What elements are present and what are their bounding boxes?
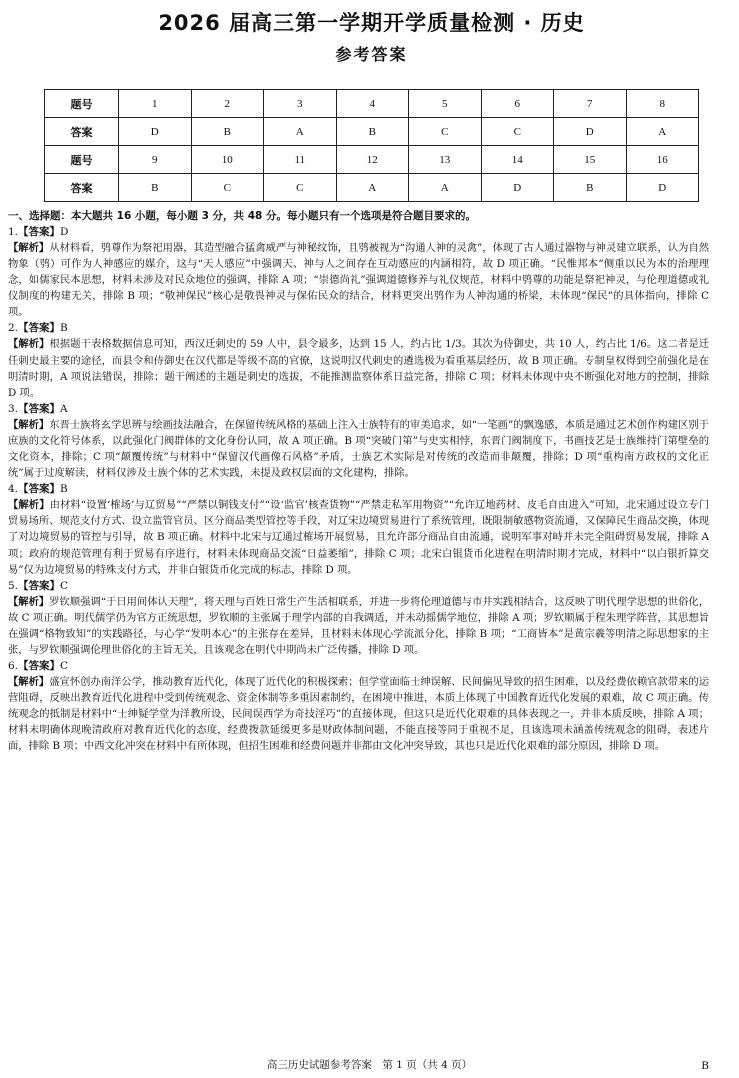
analysis-tag: 【解析】 <box>8 338 50 351</box>
question-number-cell: 3 <box>264 90 337 118</box>
question-6 <box>8 658 710 754</box>
question-number-cell: 10 <box>191 146 264 174</box>
analysis-tag: 【解析】 <box>8 595 50 608</box>
question-number-cell: 9 <box>119 146 192 174</box>
analysis-text: 根据题干表格数据信息可知，西汉迁刺史的 59 人中，县令最多，达到 15 人，约占比 1/3。其次为侍御史，共 10 人，约占比 1/6。这二者是迁任刺史最主要的途径，而县令和侍御史在汉代都是等级不高的官僚，这说明汉代刺史的遴选极为看重基层经历，故 B 项正确。专制皇权得到空前强化是在明清时期，A 项说法错误，排除；题干阐述的主题是刺史的选拔，不能推测监察体系日益完备，排除 C 项；材料未体现中央不断强化对地方的控制，排除 D 项。 <box>8 338 709 399</box>
question-answer-line <box>8 224 709 240</box>
question-number-cell: 4 <box>336 90 409 118</box>
row-label-answer: 答案 <box>45 174 119 202</box>
analysis-paragraph <box>8 417 709 481</box>
answer-cell: A <box>336 174 409 202</box>
page-title: 2026 届高三第一学期开学质量检测 · 历史 <box>158 11 585 35</box>
row-label-question: 题号 <box>45 90 119 118</box>
answer-letter: A <box>60 402 68 415</box>
question-number: 5. <box>8 579 19 592</box>
answer-tag: 【答案】 <box>18 402 61 415</box>
answer-table <box>44 89 699 202</box>
answer-letter: B <box>60 322 68 335</box>
question-number-cell: 12 <box>336 146 409 174</box>
answer-cell: A <box>264 118 337 146</box>
row-label-answer: 答案 <box>45 118 119 146</box>
analysis-tag: 【解析】 <box>8 242 50 254</box>
question-1 <box>8 224 710 320</box>
question-number-cell: 8 <box>626 90 699 118</box>
question-number: 2. <box>8 322 19 335</box>
answer-cell: B <box>554 174 627 202</box>
answer-letter: D <box>60 226 69 238</box>
answer-tag: 【答案】 <box>18 322 61 335</box>
question-number-cell: 14 <box>481 146 554 174</box>
analysis-paragraph <box>8 674 709 754</box>
analysis-text: 东晋士族将玄学思辨与绘画技法融合，在保留传统风格的基础上注入士族特有的审美追求，如“一笔画”的飘逸感，本质是通过艺术创作构建区别于庶族的文化符号体系，以此强化门阀群体的文化身份认同，故 A 项正确。B 项“突破门第”与史实相悖，东晋门阀制度下，书画技艺是士族维持门第壁垒的文化资本，排除；C 项“颠覆传统”与材料中“保留汉代画像石风格”矛盾，士族艺术实际是对传统的改造而非颠覆，排除；D 项“重构南方政权的文化正统”属于过度解读，材料仅涉及士族个体的艺术实践，未提及政权层面的文化建构，排除。 <box>8 418 710 480</box>
question-3 <box>8 401 710 481</box>
analysis-paragraph <box>8 336 709 400</box>
question-number: 3. <box>8 402 19 415</box>
question-5 <box>8 578 710 658</box>
question-answer-line <box>8 320 709 336</box>
answer-cell: D <box>554 118 627 146</box>
question-number-cell: 5 <box>409 90 482 118</box>
answer-tag: 【答案】 <box>18 660 61 673</box>
question-answer-line <box>8 578 709 594</box>
answer-cell: D <box>119 118 192 146</box>
question-number-cell: 2 <box>191 90 264 118</box>
page-subtitle: 参考答案 <box>335 45 408 64</box>
answer-letter: C <box>60 660 69 673</box>
question-answer-line <box>8 401 709 417</box>
answer-cell: B <box>191 118 264 146</box>
analysis-tag: 【解析】 <box>8 499 50 512</box>
answer-cell: D <box>626 174 699 202</box>
question-answer-line <box>8 481 709 497</box>
analysis-paragraph <box>8 497 709 577</box>
table-row-numbers-1 <box>45 90 699 118</box>
question-number: 1. <box>8 226 19 238</box>
table-row-numbers-2 <box>45 146 699 174</box>
answer-cell: A <box>626 118 699 146</box>
answer-cell: C <box>191 174 264 202</box>
question-number-cell: 6 <box>481 90 554 118</box>
answer-tag: 【答案】 <box>18 579 61 592</box>
analysis-text: 罗钦顺强调“于日用间体认天理”，将天理与百姓日常生产生活相联系，并进一步将伦理道德与市井实践相结合，这反映了明代理学思想的世俗化，故 C 项正确。明代儒学仍为官方正统思想，罗钦顺的主张属于理学内部的自我调适，并未动摇儒学地位，排除 A 项；罗钦顺属于程朱理学阵营，其思想旨在强调“格物致知”的实践路径，与心学“发明本心”的主张存在差异，且材料未体现心学流派分化，排除 B 项；“工商皆本”是黄宗羲等明清之际思想家的主张，与罗钦顺强调伦理世俗化的主旨无关，且该观念在明代中期尚未广泛传播，排除 D 项。 <box>8 595 710 656</box>
answer-cell: C <box>264 174 337 202</box>
question-number-cell: 1 <box>119 90 192 118</box>
table-row-answers-1 <box>45 118 699 146</box>
answer-cell: C <box>481 118 554 146</box>
question-number-cell: 13 <box>409 146 482 174</box>
paper-version-mark: B <box>701 1060 709 1072</box>
answer-cell: B <box>336 118 409 146</box>
row-label-question: 题号 <box>45 146 119 174</box>
analysis-tag: 【解析】 <box>8 676 50 689</box>
analysis-paragraph <box>8 594 709 658</box>
analysis-text: 由材料“设置‘榷场’与辽贸易”“严禁以铜钱支付”“设‘监官’核查货物”“严禁走私军用物资”“允许辽地药材、皮毛自由进入”可知，北宋通过设立专门贸易场所、规范支付方式、设立监管官员、区分商品类型管控等手段，对辽宋边境贸易进行了系统管理，既限制敏感物资流通，又保障民生商品交换，体现了对边境贸易的管控与引导，故 B 项正确。材料中北宋与辽通过榷场开展贸易，且允许部分商品自由流通，说明军事对峙并未完全阻碍贸易发展，排除 A 项；政府的规范管理有利于贸易有序进行，材料未体现商品交流“日益萎缩”，排除 C 项；北宋白银货币化进程在明清时期才完成，材料中“以白银折算交易”仅为边境贸易的特殊支付方式，并非白银货币化完成的标志，排除 D 项。 <box>8 499 710 576</box>
question-number-cell: 16 <box>626 146 699 174</box>
analysis-tag: 【解析】 <box>8 418 50 431</box>
question-number: 6. <box>8 660 19 673</box>
question-number-cell: 15 <box>554 146 627 174</box>
page-footer: 高三历史试题参考答案 第 1 页（共 4 页） <box>266 1059 473 1071</box>
answer-cell: D <box>481 174 554 202</box>
question-number-cell: 11 <box>264 146 337 174</box>
section-heading: 一、选择题：本大题共 16 小题，每小题 3 分，共 48 分。每小题只有一个选项是符合题目要求的。 <box>8 210 476 222</box>
question-number: 4. <box>8 483 19 496</box>
answer-tag: 【答案】 <box>18 483 61 496</box>
question-answer-line <box>8 658 709 674</box>
answer-cell: A <box>409 174 482 202</box>
question-2 <box>8 320 709 400</box>
answer-letter: B <box>60 483 68 496</box>
answer-tag: 【答案】 <box>18 226 61 238</box>
question-4 <box>8 481 710 577</box>
answer-cell: B <box>119 174 192 202</box>
analysis-paragraph <box>8 240 709 320</box>
analysis-text: 盛宣怀创办南洋公学，推动教育近代化，体现了近代化的积极探索；但学堂面临士绅误解、民间偏见导致的招生困难，以及经费依赖官款带来的运营阻碍，反映出教育近代化进程中受到传统观念、资金体制等多重因素制约，在困境中推进，本质上体现了中国教育近代化发展的艰难，故 C 项正确。传统观念的抵制是材料中“士绅疑学堂为洋教所设，民间误西学为奇技淫巧”的直接体现，但这只是近代化艰难的具体表现之一，并非本质反映，排除 A 项；材料未明确体现晚清政府对教育近代化的态度，经费拨款延缓更多是财政体制问题，不能直接等同于重视不足，且该选项未涵盖传统观念的阻碍，表述片面，排除 B 项；中西文化冲突在材料中有所体现，但招生困难和经费问题并非都由文化冲突导致，其也只是近代化艰难的部分原因，排除 D 项。 <box>8 676 710 753</box>
analysis-text: 从材料看，鸮尊作为祭祀用器，其造型融合猛禽威严与神秘纹饰，且鸮被视为“沟通人神的灵禽”，体现了古人通过器物与神灵建立联系，认为自然物象（鸮）可作为人神感应的媒介，这与“天人感应”中强调天、神与人之间存在互动感应的内涵相符，故 D 项正确。“民惟邦本”侧重以民为本的治理理念，如儒家民本思想，材料未涉及对民众地位的强调，排除 A 项；“崇德尚礼”强调道德修养与礼仪规范，材料中鸮尊的功能是祭祀神灵，与伦理道德或礼仪制度的构建无关，排除 B 项；“敬神保民”核心是敬畏神灵与保佑民众的结合，材料更突出鸮作为人神沟通的桥梁，未体现“保民”的具体指向，排除 C 项。 <box>8 242 710 319</box>
answer-letter: C <box>60 579 69 592</box>
answer-cell: C <box>409 118 482 146</box>
question-number-cell: 7 <box>554 90 627 118</box>
table-row-answers-2 <box>45 174 699 202</box>
